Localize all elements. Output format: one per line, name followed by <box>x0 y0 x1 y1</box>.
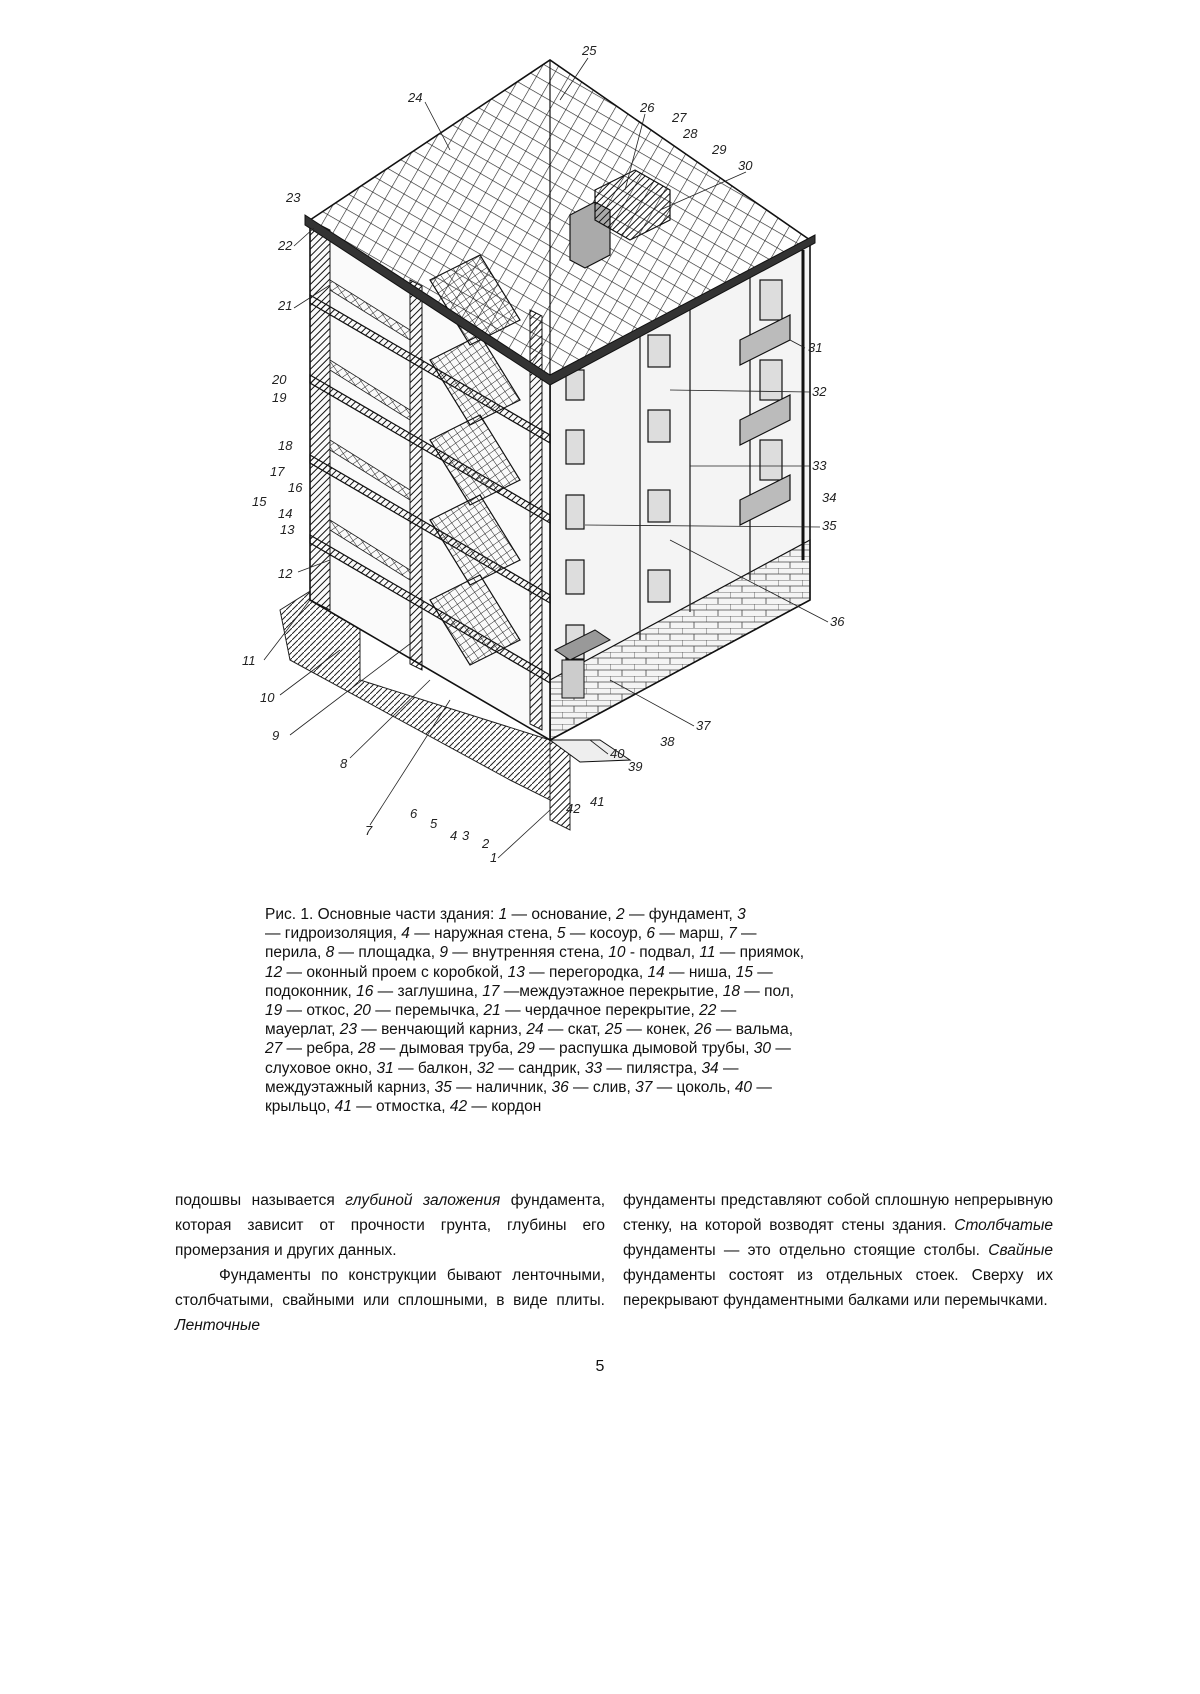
caption-part-number: 1 <box>498 906 508 923</box>
caption-part-number: 32 <box>476 1059 495 1077</box>
emphasis-term-depth: глубиной заложения <box>345 1192 501 1209</box>
caption-part-number: 34 <box>701 1059 719 1077</box>
emphasis-term-column: Столбчатые <box>954 1217 1053 1234</box>
callout-label-33: 33 <box>812 458 827 473</box>
caption-text: Рис. 1. Основные части здания: <box>265 906 499 923</box>
caption-text: - подвал, <box>625 944 700 962</box>
caption-part-number: 36 <box>551 1078 569 1096</box>
callout-label-22: 22 <box>278 238 293 253</box>
caption-text: перила, <box>265 944 326 962</box>
caption-part-number: 3 <box>737 906 746 923</box>
callout-label-10: 10 <box>260 690 275 705</box>
caption-line <box>265 1020 930 1039</box>
caption-part-number: 29 <box>517 1040 535 1058</box>
callout-label-13: 13 <box>280 522 295 537</box>
caption-line <box>265 1059 930 1078</box>
caption-part-number: 2 <box>616 906 625 923</box>
caption-part-number: 21 <box>483 1002 501 1020</box>
text-span: фундаменты — это отдельно стоящие столбы. <box>623 1242 989 1259</box>
caption-text: — откос, <box>282 1002 354 1020</box>
caption-text: — марш, <box>655 925 729 943</box>
emphasis-term-pile: Свайные <box>988 1242 1053 1259</box>
caption-part-number: 40 <box>734 1078 753 1096</box>
caption-text: — перемычка, <box>370 1002 484 1020</box>
caption-text: — ниша, <box>664 963 736 981</box>
caption-text: — конек, <box>622 1021 695 1039</box>
paragraph-depth <box>175 1188 605 1263</box>
caption-text: — распушка дымовой трубы, <box>534 1040 754 1058</box>
caption-text: слуховое окно, <box>265 1059 377 1077</box>
caption-part-number: 23 <box>339 1021 357 1039</box>
callout-label-5: 5 <box>430 816 438 831</box>
caption-text: — пол, <box>739 982 795 1000</box>
caption-text: — наличник, <box>451 1078 552 1096</box>
caption-text: — <box>752 963 773 981</box>
callout-label-26: 26 <box>640 100 655 115</box>
callout-label-17: 17 <box>270 464 285 479</box>
callout-label-38: 38 <box>660 734 675 749</box>
callout-label-9: 9 <box>272 728 280 743</box>
body-column-right <box>623 1188 1053 1313</box>
caption-text: — балкон, <box>393 1059 477 1077</box>
caption-text: — внутренняя стена, <box>447 944 609 962</box>
callout-label-20: 20 <box>272 372 287 387</box>
caption-text: — площадка, <box>334 944 440 962</box>
caption-text: — косоур, <box>565 925 647 943</box>
caption-text: — венчающий карниз, <box>356 1021 527 1039</box>
caption-text: — сандрик, <box>494 1059 585 1077</box>
caption-text: — <box>736 925 757 943</box>
caption-line <box>265 1078 930 1097</box>
caption-text: подоконник, <box>265 982 357 1000</box>
caption-part-number: 9 <box>439 944 448 962</box>
caption-text: — оконный проем с коробкой, <box>282 963 508 981</box>
caption-part-number: 22 <box>699 1002 717 1020</box>
caption-text: — наружная стена, <box>409 925 557 943</box>
text-span: Фундаменты по конструкции бывают ленточными, столбчатыми, свайными или сплошными, в виде плиты. <box>175 1267 605 1309</box>
caption-line <box>265 924 930 943</box>
caption-line <box>265 1001 930 1020</box>
caption-part-number: 41 <box>334 1098 352 1116</box>
caption-part-number: 7 <box>728 925 737 943</box>
caption-text: —междуэтажное перекрытие, <box>499 982 723 1000</box>
caption-text: — <box>752 1078 772 1096</box>
page-number: 5 <box>595 1358 605 1375</box>
caption-text: — скат, <box>543 1021 605 1039</box>
caption-line <box>265 1039 930 1058</box>
callout-label-14: 14 <box>278 506 293 521</box>
caption-part-number: 11 <box>699 944 716 962</box>
callout-label-39: 39 <box>628 759 643 774</box>
caption-part-number: 25 <box>604 1021 623 1039</box>
text-span: фундамента, которая зависит от прочности грунта, глубины его промерзания и других данных. <box>175 1192 605 1259</box>
caption-text: — гидроизоляция, <box>265 925 402 943</box>
callout-label-16: 16 <box>288 480 303 495</box>
building-illustration <box>242 40 950 890</box>
callout-label-12: 12 <box>278 566 293 581</box>
caption-part-number: 17 <box>482 982 500 1000</box>
figure-caption <box>265 905 930 1116</box>
caption-text: — кордон <box>467 1098 542 1116</box>
callout-label-35: 35 <box>822 518 837 533</box>
caption-part-number: 6 <box>646 925 656 943</box>
caption-part-number: 27 <box>265 1040 283 1058</box>
caption-text: — пилястра, <box>602 1059 702 1077</box>
caption-text: — <box>716 1002 737 1020</box>
caption-text: — чердачное перекрытие, <box>500 1002 700 1020</box>
caption-text: — <box>771 1040 791 1058</box>
caption-text: — дымовая труба, <box>375 1040 518 1058</box>
callout-label-29: 29 <box>712 142 727 157</box>
caption-part-number: 24 <box>526 1021 544 1039</box>
caption-part-number: 42 <box>449 1098 468 1116</box>
text-span: фундаменты состоят из отдельных стоек. Сверху их перекрывают фундаментными балками или перемычками. <box>623 1267 1053 1309</box>
caption-text: — основание, <box>507 906 617 923</box>
caption-text: — слив, <box>568 1078 636 1096</box>
callout-label-25: 25 <box>582 43 597 58</box>
callout-label-27: 27 <box>672 110 687 125</box>
caption-part-number: 5 <box>556 925 566 943</box>
text-span: подошвы называется <box>175 1192 346 1209</box>
caption-line <box>265 963 930 982</box>
caption-text: — перегородка, <box>524 963 648 981</box>
caption-part-number: 20 <box>353 1002 371 1020</box>
callout-label-24: 24 <box>408 90 423 105</box>
caption-part-number: 19 <box>265 1002 283 1020</box>
caption-part-number: 15 <box>735 963 753 981</box>
caption-text: — фундамент, <box>624 906 738 923</box>
caption-part-number: 28 <box>358 1040 376 1058</box>
caption-part-number: 16 <box>356 982 374 1000</box>
callout-label-8: 8 <box>340 756 348 771</box>
body-column-left <box>175 1188 605 1338</box>
caption-line <box>265 1097 930 1116</box>
callout-label-1: 1 <box>490 850 498 865</box>
callout-label-15: 15 <box>252 494 267 509</box>
callout-label-34: 34 <box>822 490 837 505</box>
caption-part-number: 18 <box>722 982 740 1000</box>
caption-line <box>265 943 930 962</box>
callout-label-30: 30 <box>738 158 753 173</box>
caption-part-number: 37 <box>635 1078 653 1096</box>
caption-text: междуэтажный карниз, <box>265 1078 435 1096</box>
caption-part-number: 33 <box>584 1059 603 1077</box>
caption-part-number: 14 <box>647 963 665 981</box>
caption-part-number: 10 <box>608 944 626 962</box>
callout-label-37: 37 <box>696 718 711 733</box>
callout-label-42: 42 <box>566 801 581 816</box>
callout-label-18: 18 <box>278 438 293 453</box>
paragraph-foundation-types <box>175 1263 605 1338</box>
callout-label-2: 2 <box>482 836 490 851</box>
caption-part-number: 8 <box>325 944 335 962</box>
caption-text: — заглушина, <box>373 982 483 1000</box>
callout-label-6: 6 <box>410 806 418 821</box>
callout-label-3: 3 <box>462 828 470 843</box>
callout-label-28: 28 <box>683 126 698 141</box>
caption-part-number: 35 <box>434 1078 452 1096</box>
caption-text: — ребра, <box>282 1040 359 1058</box>
caption-part-number: 13 <box>507 963 525 981</box>
caption-text: — вальма, <box>711 1021 794 1039</box>
caption-line <box>265 905 930 924</box>
building-cutaway-figure <box>242 40 950 890</box>
callout-label-40: 40 <box>610 746 625 761</box>
caption-text: мауерлат, <box>265 1021 340 1039</box>
callout-label-19: 19 <box>272 390 287 405</box>
callout-label-31: 31 <box>808 340 823 355</box>
callout-label-23: 23 <box>286 190 301 205</box>
caption-line <box>265 982 930 1001</box>
text-span: фундаменты представляют собой сплошную непрерывную стенку, на которой возводят стены здания. <box>623 1192 1053 1234</box>
caption-part-number: 12 <box>265 963 283 981</box>
caption-part-number: 30 <box>753 1040 772 1058</box>
caption-text: крыльцо, <box>265 1098 335 1116</box>
caption-text: — цоколь, <box>652 1078 735 1096</box>
emphasis-term-strip: Ленточные <box>175 1317 261 1334</box>
caption-part-number: 31 <box>376 1059 394 1077</box>
callout-label-41: 41 <box>590 794 605 809</box>
callout-label-21: 21 <box>278 298 293 313</box>
callout-label-36: 36 <box>830 614 845 629</box>
callout-label-11: 11 <box>242 653 256 668</box>
caption-part-number: 26 <box>694 1021 712 1039</box>
callout-label-32: 32 <box>812 384 827 399</box>
paragraph-foundation-descriptions <box>623 1188 1053 1313</box>
callout-label-4: 4 <box>450 828 458 843</box>
callout-label-7: 7 <box>365 823 373 838</box>
caption-text: — <box>718 1059 739 1077</box>
caption-text: — отмостка, <box>351 1098 450 1116</box>
caption-part-number: 4 <box>401 925 410 943</box>
caption-text: — приямок, <box>715 944 804 962</box>
